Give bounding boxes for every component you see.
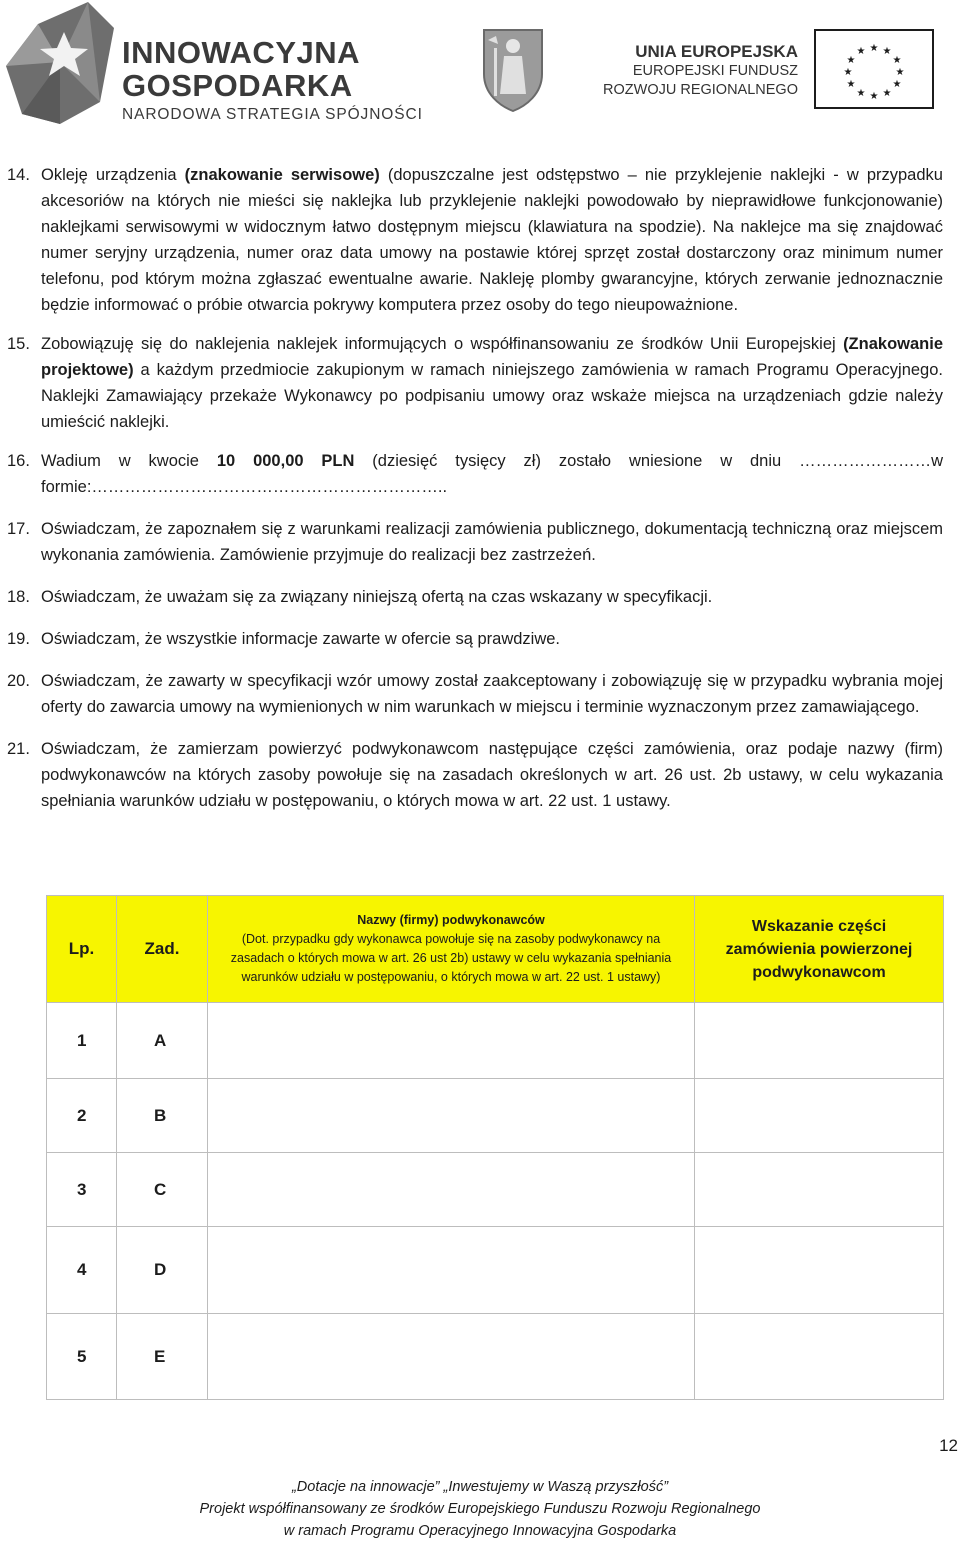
item-number: 19. [7,630,30,648]
eu-fund-line1: EUROPEJSKI FUNDUSZ [632,63,798,79]
item-text: Oświadczam, że wszystkie informacje zawarte w ofercie są prawdziwe. [41,630,561,648]
innowacyjna-gospodarka-logo-icon [4,2,116,124]
svg-text:★: ★ [846,55,856,66]
header-subcontractor-names [208,896,695,1003]
item-number: 15. [7,335,30,353]
declaration-item-18 [7,584,943,610]
page-footer [0,1476,960,1542]
svg-text:★: ★ [895,67,905,78]
eu-fund-line2: ROZWOJU REGIONALNEGO [603,82,798,98]
item-bold-text: (znakowanie serwisowe) [184,166,380,184]
cell-zad: D [117,1227,208,1314]
table-row [47,1227,944,1314]
header-assigned-part: Wskazanie części zamówienia powierzonej podwykonawcom [695,896,944,1003]
declaration-item-15 [7,331,943,435]
cell-lp: 2 [47,1079,117,1153]
item-text: Oświadczam, że zapoznałem się z warunkami realizacji zamówienia publicznego, dokumentacją techniczną oraz miejscem wykonania zamówienia. Zamówienie przyjmuje do realizacji bez zastrzeżeń. [41,520,943,564]
item-text: Oświadczam, że zawarty w specyfikacji wzór umowy został zaakceptowany i zobowiązuję się w przypadku wybrania mojej oferty do zawarcia umowy na wymienionych w nim warunkach w miejscu i terminie wyznaczonym przez zamawiającego. [41,672,943,716]
svg-text:★: ★ [892,79,902,90]
item-number: 17. [7,520,30,538]
table-row [47,1314,944,1400]
cell-zad: A [117,1003,208,1079]
logo-title-line2: GOSPODARKA [122,68,353,103]
header-lp: Lp. [47,896,117,1003]
declaration-item-19 [7,626,943,652]
header-names-title: Nazwy (firmy) podwykonawców [357,913,545,927]
cell-zad: C [117,1153,208,1227]
cell-subcontractor-name[interactable] [208,1314,695,1400]
svg-text:★: ★ [856,88,866,99]
cell-assigned-part[interactable] [695,1003,944,1079]
svg-text:★: ★ [869,43,879,54]
item-text: (dopuszczalne jest odstępstwo – nie przyklejenie naklejki - w przypadku akcesoriów na których nie mieści się naklejka lub przyklejenie naklejki powodowało by nieprawidłowe funkcjonowanie) naklejkami serwisowymi w widocznym łatwo dostępnym miejscu (klawiatura na spodzie). Na naklejce ma się znajdować numer seryjny urządzenia, numer oraz data umowy na postawie której sprzęt został dostarczony oraz minimum numer telefonu, pod którym można zgłaszać ewentualne awarie. Nakleję plomby gwarancyjne, których zerwanie jednoznacznie będzie informować o próbie otwarcia pokrywy komputera przez osoby do tego nieupoważnione. [41,166,943,314]
svg-text:★: ★ [846,79,856,90]
item-number: 18. [7,588,30,606]
item-bold-text: (Znakowanie projektowe) [41,335,943,379]
item-text: Oświadczam, że uważam się za związany niniejszą ofertą na czas wskazany w specyfikacji. [41,588,713,606]
svg-text:★: ★ [892,55,902,66]
footer-cofinancing: Projekt współfinansowany ze środków Europejskiego Funduszu Rozwoju Regionalnego [199,1501,761,1517]
eu-flag-icon [814,29,934,109]
svg-text:★: ★ [843,67,853,78]
declaration-item-17 [7,516,943,568]
cell-assigned-part[interactable] [695,1153,944,1227]
item-text: a każdym przedmiocie zakupionym w ramach niniejszego zamówienia w ramach Programu Operacyjnego. Naklejki Zamawiający przekaże Wykonawcy po podpisaniu umowy oraz wskaże miejsca na urządzeniach gdzie należy umieścić naklejki. [41,361,943,431]
svg-text:★: ★ [869,91,879,102]
cell-subcontractor-name[interactable] [208,1079,695,1153]
item-text: Okleję urządzenia [41,166,185,184]
cell-lp: 4 [47,1227,117,1314]
item-bold-text: 10 000,00 PLN [216,452,355,470]
declarations-list [7,162,943,814]
cell-subcontractor-name[interactable] [208,1227,695,1314]
declaration-item-14 [7,162,943,318]
footer-slogan: „Dotacje na innowacje” „Inwestujemy w Waszą przyszłość” [291,1479,669,1495]
cell-zad: B [117,1079,208,1153]
cell-lp: 1 [47,1003,117,1079]
declaration-item-21 [7,736,943,814]
coat-of-arms-icon [482,28,544,112]
table-row [47,1079,944,1153]
logo-title-line1: INNOWACYJNA [122,35,361,70]
cell-zad: E [117,1314,208,1400]
footer-programme: w ramach Programu Operacyjnego Innowacyjna Gospodarka [283,1523,677,1539]
cell-lp: 5 [47,1314,117,1400]
cell-assigned-part[interactable] [695,1227,944,1314]
table-row [47,1153,944,1227]
item-number: 20. [7,672,30,690]
item-number: 16. [7,452,30,470]
logo-subtitle: NARODOWA STRATEGIA SPÓJNOŚCI [122,106,423,123]
cell-assigned-part[interactable] [695,1079,944,1153]
header-names-note: (Dot. przypadku gdy wykonawca powołuje się na zasoby podwykonawcy na zasadach o których mowa w art. 26 ust 2b) ustawy w celu wykazania spełniania warunków udziału w postępowaniu, o których mowa w art. 22 ust. 1 ustawy) [230,932,672,984]
cell-subcontractor-name[interactable] [208,1153,695,1227]
item-text: Wadium w kwocie [41,452,217,470]
item-number: 21. [7,740,30,758]
item-number: 14. [7,166,30,184]
page-header [0,0,960,140]
cell-lp: 3 [47,1153,117,1227]
item-text: Oświadczam, że zamierzam powierzyć podwykonawcom następujące części zamówienia, oraz podaje nazwy (firm) podwykonawców na których zasoby powołuje się na zasadach określonych w art. 26 ust. 2b ustawy, w celu wykazania spełniania warunków udziału w postępowaniu, o których mowa w art. 22 ust. 1 ustawy. [41,740,943,810]
svg-text:★: ★ [856,46,866,57]
item-text: Zobowiązuję się do naklejenia naklejek informujących o współfinansowaniu ze środków Unii Europejskiej [41,335,844,353]
declaration-item-16 [7,448,943,500]
page-number: 12 [939,1436,958,1455]
cell-subcontractor-name[interactable] [208,1003,695,1079]
declaration-item-20 [7,668,943,720]
eu-title: UNIA EUROPEJSKA [635,42,798,61]
svg-text:★: ★ [882,88,892,99]
table-header-row [47,896,944,1003]
table-row [47,1003,944,1079]
svg-text:★: ★ [882,46,892,57]
subcontractors-table [46,895,944,1400]
cell-assigned-part[interactable] [695,1314,944,1400]
item-text: (dziesięć tysięcy zł) zostało wniesione w dniu ……………………w formie:……………………………………………………….. [41,452,943,496]
header-zad: Zad. [117,896,208,1003]
